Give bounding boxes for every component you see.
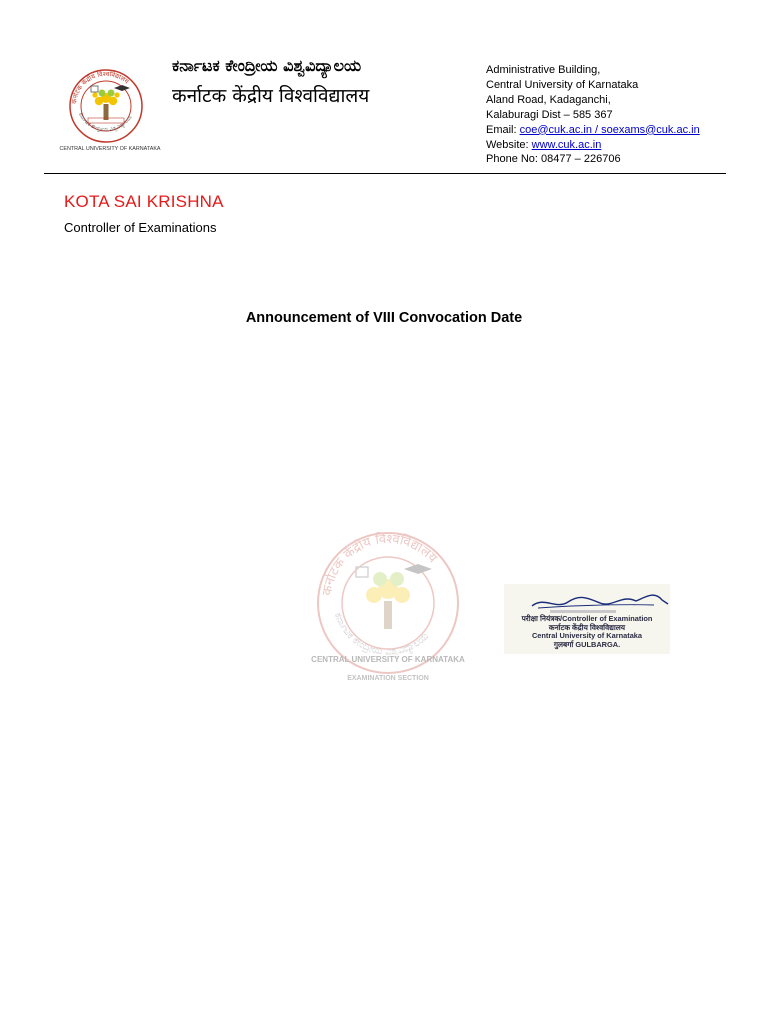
address-block [486,63,700,167]
header-divider [44,173,726,174]
document-title: Announcement of VIII Convocation Date [245,310,523,326]
university-seal-watermark-icon [298,525,478,690]
university-name-kannada: ಕರ್ನಾಟಕ ಕೇಂದ್ರೀಯ ವಿಶ್ವವಿದ್ಯಾಲಯ [172,56,362,75]
address-line: Aland Road, Kadaganchi, [486,93,611,106]
seal-caption: CENTRAL UNIVERSITY OF KARNATAKA [311,655,465,664]
officer-name: KOTA SAI KRISHNA [64,192,224,211]
stamp-line: गुलबर्गा GULBARGA. [553,639,621,649]
stamp-line: कर्नाटक केंद्रीय विश्वविद्यालय [548,622,626,632]
email-link[interactable]: coe@cuk.ac.in / soexams@cuk.ac.in [519,123,700,136]
email-label: Email: [486,123,520,136]
signature-stamp [504,584,670,654]
seal-ring-text-kn: ಕರ್ನಾಟಕ ಕೇಂದ್ರೀಯ ವಿಶ್ವವಿದ್ಯಾಲಯ [331,611,431,658]
logo-caption: CENTRAL UNIVERSITY OF KARNATAKA [59,146,161,152]
officer-title: Controller of Examinations [64,220,217,235]
website-link[interactable]: www.cuk.ac.in [531,138,602,151]
seal-subcaption: EXAMINATION SECTION [347,675,429,682]
seal-ring-text: कर्नाटक केंद्रीय विश्वविद्यालय [320,531,440,597]
website-label: Website: [486,138,532,151]
university-seal [298,525,478,690]
university-emblem-logo-icon [58,62,162,152]
email-line [486,123,700,138]
phone-line: Phone No: 08477 – 226706 [486,153,621,166]
university-logo [58,62,162,152]
svg-text:ಕರ್ನಾಟಕ ಕೇಂದ್ರೀಯ ವಿಶ್ವವಿದ್ಯಾಲಯ [332,611,431,657]
logo-ring-text: कर्नाटक केंद्रीय विश्वविद्यालय [70,69,131,105]
stamp-text [504,615,670,649]
stamp-line: परीक्षा नियंत्रक/Controller of Examination [521,614,653,623]
website-line [486,138,700,153]
logo-ring-text-kn: ಕರ್ನಾಟಕ ಕೇಂದ್ರೀಯ ವಿಶ್ವವಿದ್ಯಾಲಯ [76,111,134,134]
address-line: Kalaburagi Dist – 585 367 [486,108,613,121]
university-name-hindi: कर्नाटक केंद्रीय विश्वविद्यालय [172,85,370,107]
address-line: Administrative Building, [486,64,601,76]
stamp-line: Central University of Karnataka [531,631,643,641]
address-line: Central University of Karnataka [486,78,639,91]
